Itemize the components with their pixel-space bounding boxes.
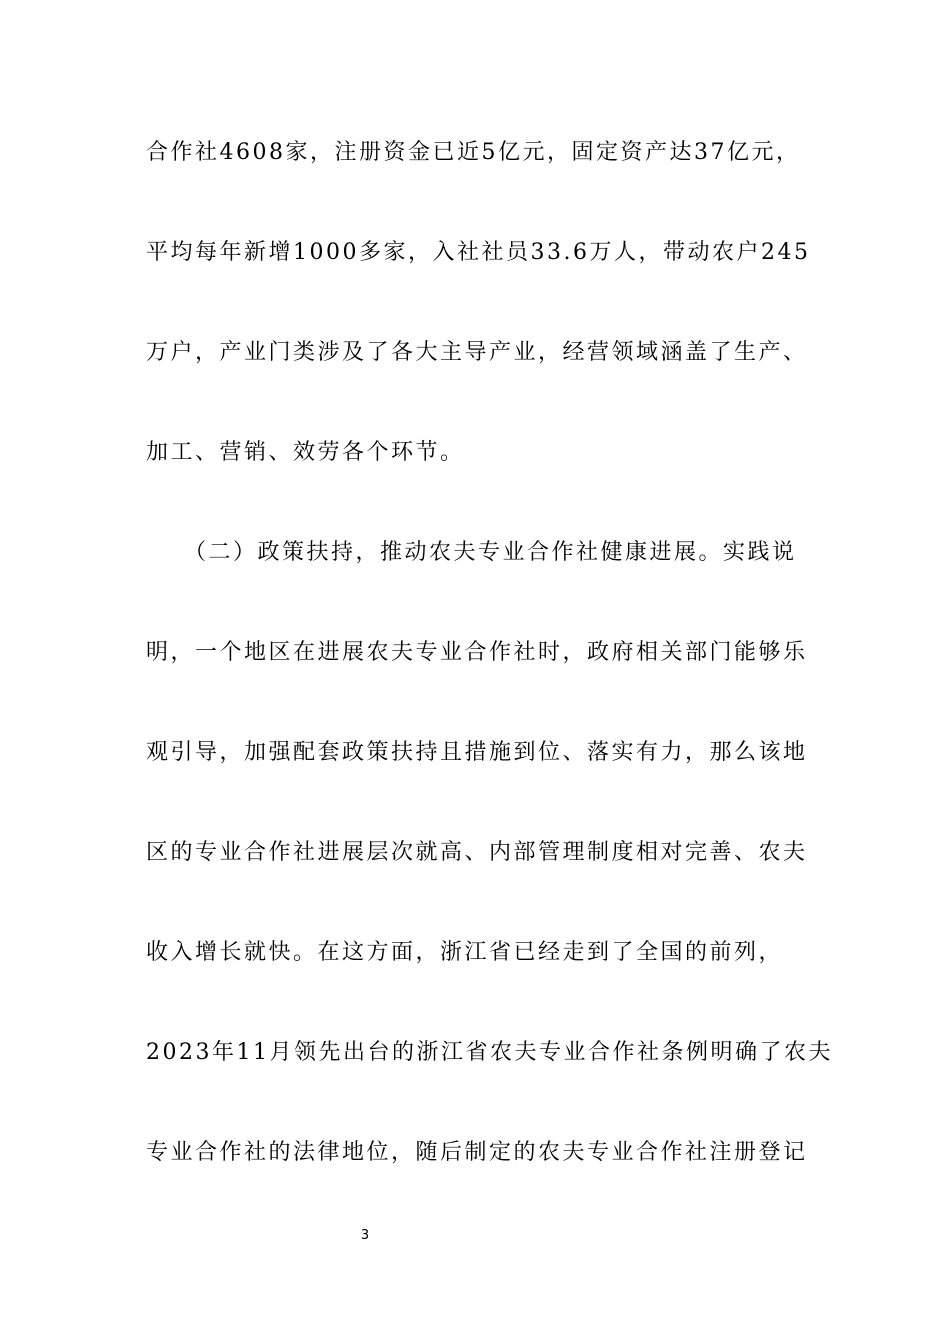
text-line: 合作社4608家，注册资金已近5亿元，固定资产达37亿元， [146,140,801,165]
text-line: 区的专业合作社进展层次就高、内部管理制度相对完善、农夫 [146,840,808,865]
page-number: 3 [360,1228,370,1243]
text-line: 明，一个地区在进展农夫专业合作社时，政府相关部门能够乐 [146,640,808,665]
text-line: 万户，产业门类涉及了各大主导产业，经营领域涵盖了生产、 [146,340,808,365]
text-line: 2023年11月领先出台的浙江省农夫专业合作社条例明确了农夫 [146,1040,833,1065]
text-line: 收入增长就快。在这方面，浙江省已经走到了全国的前列， [146,940,784,965]
text-line: 观引导，加强配套政策扶持且措施到位、落实有力，那么该地 [146,740,808,765]
text-line: （二）政策扶持，推动农夫专业合作社健康进展。实践说 [146,540,797,565]
body-text [146,128,833,1228]
text-line: 平均每年新增1000多家，入社社员33.6万人，带动农户245 [146,240,811,265]
text-line: 专业合作社的法律地位，随后制定的农夫专业合作社注册登记 [146,1140,808,1165]
text-line: 加工、营销、效劳各个环节。 [146,440,465,465]
